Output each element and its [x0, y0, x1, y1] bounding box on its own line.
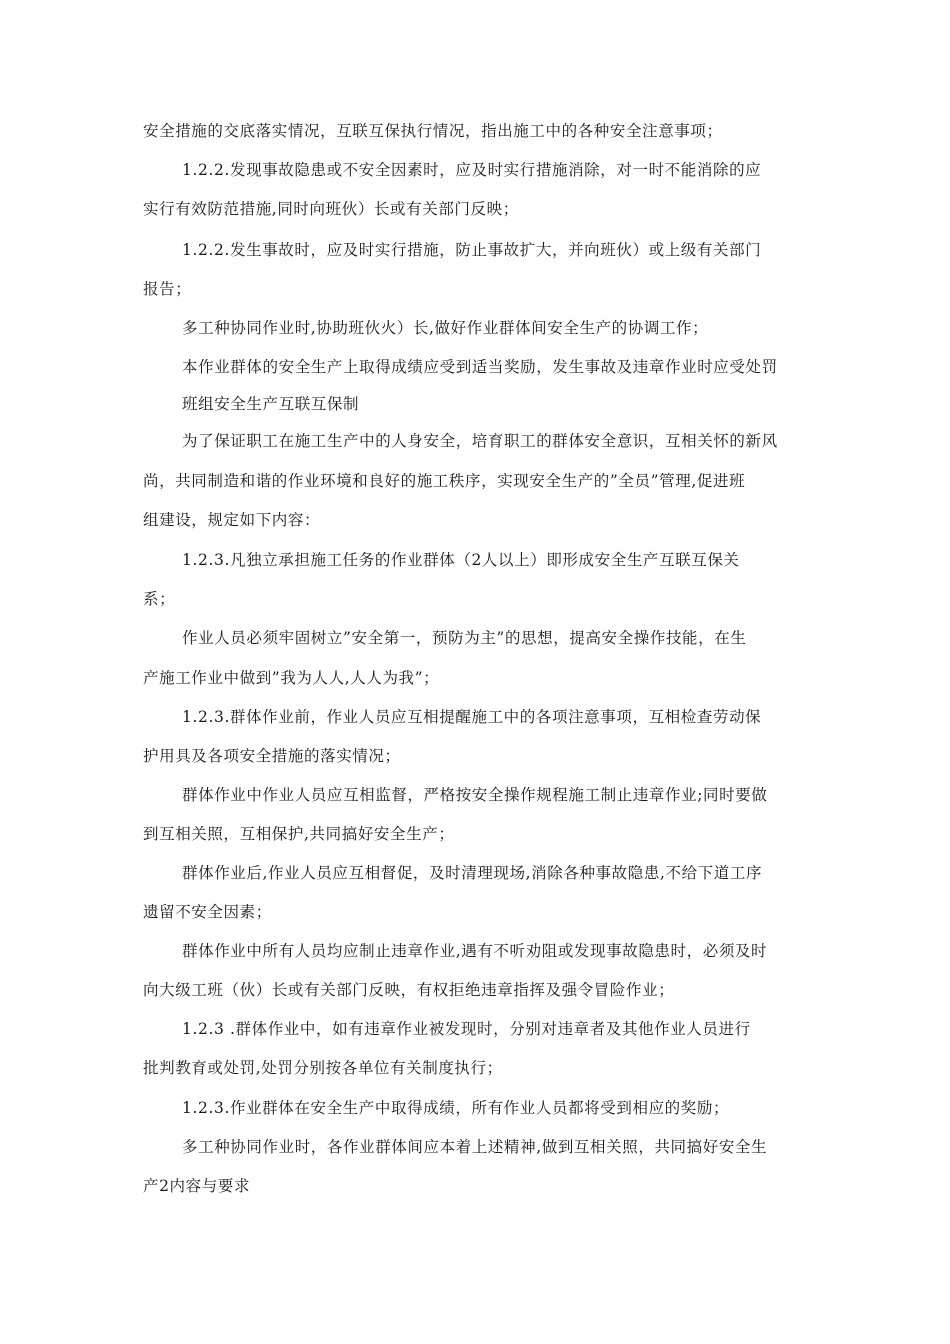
text-line: 1.2.2.发现事故隐患或不安全因素时，应及时实行措施消除，对一时不能消除的应 — [182, 161, 762, 179]
text-line: 向大级工班（伙）长或有关部门反映，有权拒绝违章指挥及强令冒险作业； — [143, 981, 675, 999]
text-line: 本作业群体的安全生产上取得成绩应受到适当奖励，发生事故及违章作业时应受处罚 — [182, 358, 778, 376]
text-line: 安全措施的交底落实情况，互联互保执行情况，指出施工中的各种安全注意事项； — [143, 122, 723, 140]
text-line: 1.2.3.群体作业前，作业人员应互相提醒施工中的各项注意事项，互相检查劳动保 — [182, 708, 762, 726]
text-line: 群体作业中作业人员应互相监督，严格按安全操作规程施工制止违章作业;同时要做 — [182, 786, 768, 804]
text-line: 1.2.3 .群体作业中，如有违章作业被发现时，分别对违章者及其他作业人员进行 — [182, 1020, 751, 1038]
text-line: 实行有效防范措施,同时向班伙）长或有关部门反映； — [143, 200, 519, 218]
text-line: 作业人员必须牢固树立”安全第一，预防为主”的思想，提高安全操作技能，在生 — [182, 629, 747, 647]
text-line: 多工种协同作业时,协助班伙火）长,做好作业群体间安全生产的协调工作； — [182, 319, 709, 337]
text-line: 群体作业中所有人员均应制止违章作业,遇有不听劝阻或发现事故隐患时，必须及时 — [182, 942, 768, 960]
text-line: 批判教育或处罚,处罚分别按各单位有关制度执行； — [143, 1059, 503, 1077]
text-line: 为了保证职工在施工生产中的人身安全，培育职工的群体安全意识，互相关怀的新风 — [182, 432, 778, 450]
text-line: 产2内容与要求 — [143, 1177, 251, 1195]
text-line: 1.2.3.凡独立承担施工任务的作业群体（2人以上）即形成安全生产互联互保关 — [182, 551, 740, 569]
text-line: 到互相关照，互相保护,共同搞好安全生产； — [143, 825, 455, 843]
text-line: 护用具及各项安全措施的落实情况； — [143, 747, 401, 765]
text-line: 1.2.3.作业群体在安全生产中取得成绩，所有作业人员都将受到相应的奖励； — [182, 1099, 730, 1117]
text-line: 系； — [143, 590, 176, 608]
text-line: 组建设，规定如下内容： — [143, 511, 321, 529]
text-line: 群体作业后,作业人员应互相督促，及时清理现场,消除各种事故隐患,不给下道工序 — [182, 864, 763, 882]
text-line: 多工种协同作业时，各作业群体间应本着上述精神,做到互相关照，共同搞好安全生 — [182, 1138, 768, 1156]
section-heading: 班组安全生产互联互保制 — [182, 395, 360, 413]
text-line: 1.2.2.发生事故时，应及时实行措施，防止事故扩大，并向班伙）或上级有关部门 — [182, 241, 762, 259]
text-line: 产施工作业中做到”我为人人,人人为我”； — [143, 669, 440, 687]
text-line: 报告； — [143, 280, 192, 298]
text-line: 遗留不安全因素； — [143, 903, 272, 921]
text-line: 尚，共同制造和谐的作业环境和良好的施工秩序，实现安全生产的”全员”管理,促进班 — [143, 472, 746, 490]
